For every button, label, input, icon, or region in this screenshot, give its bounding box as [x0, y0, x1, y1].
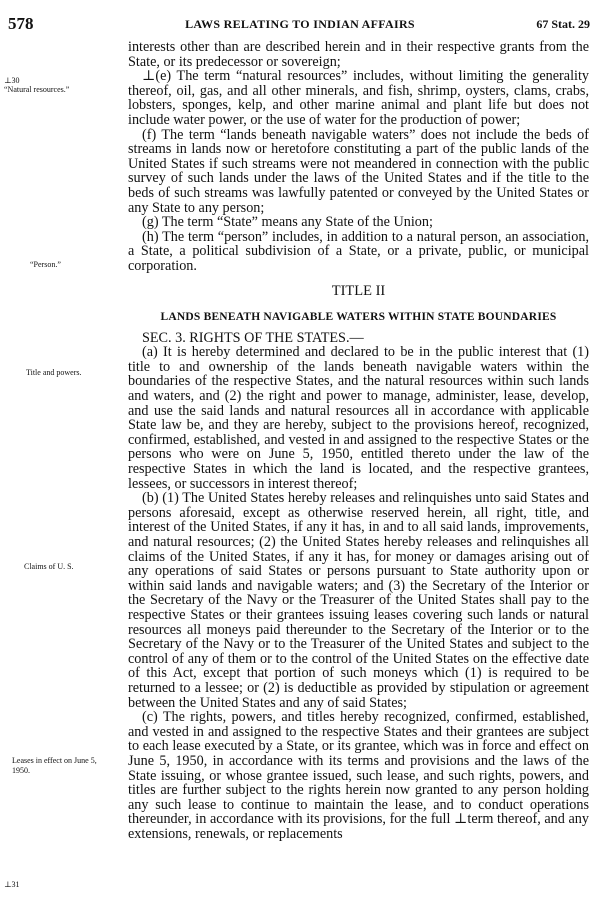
margin-note-claims-of-us: Claims of U. S. — [24, 562, 74, 571]
margin-marker: ⊥31 — [4, 880, 20, 889]
paragraph: (f) The term “lands beneath navigable waters” does not include the beds of streams in lands now or heretofore constituting a part of the public lands of the United States if such streams were not meandered in connection with the public survey of such lands under the laws of the United States and if the title to the beds of such streams was lawfully patented or conveyed by the United States or any State to any person; — [128, 126, 589, 216]
margin-note-leases: Leases in effect on June 5, 1950. — [12, 756, 97, 775]
margin-note-natural-resources: “Natural resources.” — [4, 85, 70, 94]
title-subheading: LANDS BENEATH NAVIGABLE WATERS WITHIN STATE BOUNDARIES — [160, 311, 557, 324]
statute-text — [128, 40, 589, 841]
page-number: 578 — [8, 14, 34, 33]
paragraph: (b) (1) The United States hereby releases and relinquishes unto said States and persons aforesaid, except as otherwise reserved herein, all right, title, and interest of the United States, if any it has, in and to all said lands, improvements, and natural resources; (2) the United States hereby releases and relinquishes all claims of the United States, if any it has, for money or damages arising out of any operations of said States or persons pursuant to State authority upon or within said lands and navigable waters; and (3) the Secretary of the Interior or the Secretary of the Navy or the Treasurer of the United States shall pay to the respective States or their grantees issuing leases covering such lands or natural resources all moneys paid thereunder to the Secretary of the Interior or to the Secretary of the Navy or to the Treasurer of the United States and subject to the control of any of them or to the control of the United States on the effective date of this Act, except that portion of such moneys which (1) is required to be returned to a lessee; or (2) is deductible as provided by stipulation or agreement between the United States and any of said States; — [128, 490, 589, 711]
paragraph: ⊥(e) The term “natural resources” includes, without limiting the generality thereof, oil, gas, and all other minerals, and fish, shrimp, oysters, clams, crabs, lobsters, sponges, kelp, and other marine animal and plant life but does not include water power, or the use of water for the production of power; — [128, 68, 589, 128]
paragraph: (g) The term “State” means any State of the Union; — [142, 214, 433, 231]
page-header — [0, 14, 600, 36]
paragraph: (c) The rights, powers, and titles hereby recognized, confirmed, established, and vested in and assigned to the respective States and their grantees are subject to each lease executed by a State, or its grantee, which was in force and effect on June 5, 1950, in accordance with its terms and provisions and the laws of the State issuing, or whose grantee issued, such lease, and such rights, powers, and titles are further subject to the rights herein now granted to any person holding any such lease to continue to maintain the lease, and to conduct operations thereunder, in accordance with its provisions, for the full ⊥term thereof, and any extensions, renewals, or replacements — [128, 709, 589, 842]
statute-reference: 67 Stat. 29 — [536, 17, 590, 31]
running-title: LAWS RELATING TO INDIAN AFFAIRS — [185, 17, 415, 31]
margin-note-person: “Person.” — [30, 260, 61, 269]
paragraph: (a) It is hereby determined and declared to be in the public interest that (1) title to and ownership of the lands beneath navigable waters within the boundaries of the respective States, and the natural resources within such lands and waters, and (2) the right and power to manage, administer, lease, develop, and use the said lands and natural resources all in accordance with applicable State law be, and they are hereby, subject to the provisions hereof, recognized, confirmed, established, and vested in and assigned to the respective States or the persons who were on June 5, 1950, entitled thereto under the law of the respective States in which the land is located, and the respective grantees, lessees, or successors in interest thereof; — [128, 344, 589, 492]
paragraph: interests other than are described herein and in their respective grants from the State, or its predecessor or sovereign; — [128, 39, 589, 70]
section-heading: SEC. 3. RIGHTS OF THE STATES.— — [142, 329, 364, 346]
margin-marker: ⊥30 — [4, 76, 20, 85]
margin-note-title-and-powers: Title and powers. — [26, 368, 82, 377]
paragraph: (h) The term “person” includes, in addition to a natural person, an association, a State, a political subdivision of a State, or a private, public, or municipal corporation. — [128, 228, 589, 274]
title-heading: TITLE II — [331, 282, 386, 299]
